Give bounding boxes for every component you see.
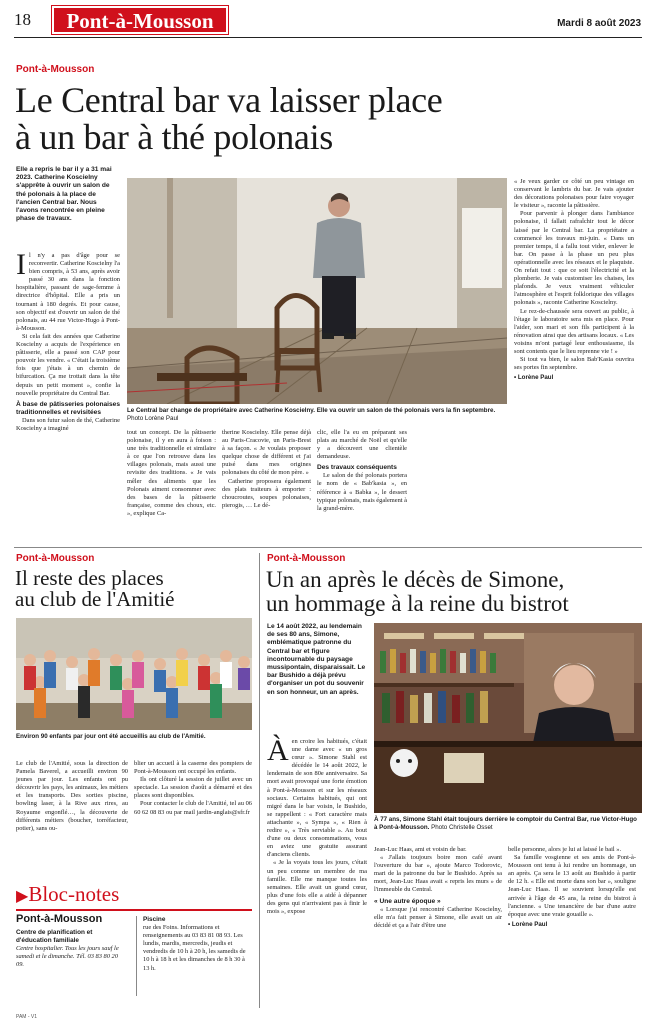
footer-code: PAM - V1	[16, 1014, 38, 1020]
bar-interior-image	[127, 178, 507, 404]
article2-photo	[16, 618, 252, 730]
article1-col1: Il n'y a pas d'âge pour se reconvertir. Catherine Koscielny l'a bien compris, à 53 ans, après avoir passé 30 ans dans la fonction hospitalière, passant de sage-femme à directrice d'hôpital. Elle a pris un tournant à 180 degrés. Et pour cause, son objectif est d'ouvrir un salon de thé polonais, au 44 rue Victor-Hugo à Pont-à-Mousson. Si cela fait des années que Catherine Koscielny a acquis de l'expérience en pâtisserie, elle a passé son CAP pour pouvoir les vendre. « C'était la troisième fois que j'étais à un chemin de bifurcation. Ça me trottait dans la tête depuis un petit moment », confie la nouvelle propriétaire du Central Bar. À base de pâtisseries polonaises traditionnelles et revisitées Dans son futur salon de thé, Catherine Koscielny a imaginé	[16, 248, 120, 432]
article1-photo	[127, 178, 507, 404]
article1-title: Le Central bar va laisser place à un bar à thé polonais	[15, 80, 443, 157]
article1-bottom-rule	[14, 547, 642, 548]
article3-col4: belle personne, alors je lui ai laissé le bail ». Sa famille vosgienne et ses amis de Pont-à-Mousson ont tenu à lui rendre un hommage, un an après. Ça sera le 13 août au Bushido à partir de 12 h. « Elle est morte dans son bar », souligne Jean-Luc Haas. Il se souvient lorsqu'elle est arrivée à l'âge de 45 ans, la reine du bistrot à l'ancienne. « Une tenancière de bar d'une autre époque avec une vraie gouaille ». • Lorène Paul	[508, 846, 636, 928]
article3-photo-caption: À 77 ans, Simone Stahl était toujours derrière le comptoir du Central Bar, rue Victor-Hugo à Pont-à-Mousson. Photo Christelle Osset	[374, 816, 637, 831]
article1-photo-caption: Le Central bar change de propriétaire avec Catherine Koscielny. Elle va ouvrir un salon de thé polonais vers la fin septembre. Photo Lorène Paul	[127, 407, 496, 422]
article3-col1: Àen croire les habitués, c'était une dame avec « un gros cœur ». Simone Stahl est décédée le 14 août 2022, le lendemain de son 80e anniversaire. Sa mort avait provoqué une forte émotion à Pont-à-Mousson et sur les réseaux sociaux. Certains habitués, qui ont migré dans le bar voisin, le Bushido, se rappellent : « Fort caractère mais attachante », « Sympa », « Rien à redire », « Très serviable ». Au bout d'une ou deux consommations, vous en aviez une gratuite assurant d'anciens clients. « Je la voyais tous les jours, c'était un peu comme un membre de ma famille. Elle me manque toutes les semaines. Elle avait un grand cœur, plus d'une fois elle a aidé à dépanner des gens qui n'arrivaient pas à finir le mois », expose	[267, 734, 367, 915]
article2-title: Il reste des places au club de l'Amitié	[15, 566, 175, 611]
article1-col4: clic, elle l'a eu en préparant ses plats au marché de Noël et qu'elle y a découvert une clientèle demandeuse. Des travaux conséquents Le salon de thé polonais portera le nom de « Bab'kasia », en référence à « Babka », le dessert typique polonais, mais également à la grand-mère.	[317, 429, 407, 512]
blocnotes-title: ▶Bloc-notes	[16, 882, 120, 906]
blocnotes-col2: Piscine rue des Foins. Informations et renseignements au 03 83 81 08 93. Les lundis, mardis, mercredis, jeudis et vendredis de 10 h à 20 h, les samedis de 10 h à 18 h et les dimanches de 8 h 30 à 13 h.	[143, 916, 246, 972]
blocnotes-divider	[136, 916, 137, 996]
article1-col3: therine Koscielny. Elle pense déjà au Paris-Cracovie, un Paris-Brest à sa façon. « Je voulais proposer quelque chose de différent et j'ai puisé dans mes origines polonaises du côté de mon père. » Catherine proposera également des plats traiteurs à emporter : choucroutes, soupes polonaises, pierogis, … Le dé-	[222, 429, 311, 509]
article1-dropcap: I	[16, 248, 26, 281]
bar-counter-image	[374, 623, 642, 813]
article3-dropcap: À	[267, 734, 289, 767]
article3-photo	[374, 623, 642, 813]
article1-subhead: À base de pâtisseries polonaises traditionnelles et revisitées	[16, 400, 120, 416]
article1-col5: « Je veux garder ce côté un peu vintage en conservant le lambris du bar. Je vais ajouter des décorations polonaises pour faire voyager le visiteur », raconte la pâtissière. Pour parvenir à plonger dans l'ambiance polonaise, il fallait rafraîchir tout le décor laissé par le Central bar. La propriétaire a commencé les travaux mi-juin. « Dans un premier temps, il a fallu tout vider, enlever le bar. On passe à la phase un peu plus opérationnelle avec les réseaux et le plaquiste. On refait tout : que ce soit l'électricité et la plomberie. Je vais customiser les chaises, les plafonds. Je veux vraiment véhiculer l'atmosphère et l'esprit folklorique des villages polonais », raconte Catherine Koscielny. Le rez-de-chaussée sera ouvert au public, à l'étage le laboratoire sera mis en place. Pour l'aider, son mari et son fils participent à la rénovation ainsi que des artisans locaux. « Les voisins m'ont partagé leur enthousiasme, ils sont contents que le lieu reprenne vie ! » Si tout va bien, le salon Bab'Kasia ouvrira ses portes fin septembre. • Lorène Paul	[514, 178, 634, 382]
article1-subhead-2: Des travaux conséquents	[317, 464, 397, 472]
article2-col1: Le club de l'Amitié, sous la direction de Pamela Baverel, a accueilli environ 90 jeunes par jour. Les enfants ont pu découvrir les pays, les animaux, les métiers et les transports. Des sorties piscine, bowling laser, à la Rive aux rires, au Royaume engonflé…, la découverte de différents métiers (boucher, torréfacteur, potier), sans ou-	[16, 760, 128, 832]
article3-kicker: Pont-à-Mousson	[267, 553, 346, 564]
article2-vertical-rule	[259, 553, 260, 1008]
article3-subhead: « Une autre époque »	[374, 897, 441, 905]
section-title: Pont-à-Mousson	[66, 9, 214, 33]
article2-col2: blier un accueil à la caserne des pompiers de Pont-à-Mousson ont occupé les enfants. Ils ont clôturé la session de juillet avec un spectacle. La session d'août a démarré et des places sont disponibles. Pour contacter le club de l'Amitié, tel au 06 60 62 08 83 ou par mail jardin-anglais@sfr.fr	[134, 760, 252, 816]
children-group-image	[16, 618, 252, 730]
article2-kicker: Pont-à-Mousson	[16, 553, 95, 564]
blocnotes-col1: Centre de planification et d'éducation familiale Centre hospitalier. Tous les jours sauf le samedi et le dimanche. Tél. 03 83 80 20 09.	[16, 929, 119, 969]
section-banner	[52, 6, 228, 34]
article3-title: Un an après le décès de Simone, un hommage à la reine du bistrot	[266, 567, 569, 616]
arrow-icon: ▶	[16, 888, 29, 905]
blocnotes-city: Pont-à-Mousson	[16, 913, 103, 925]
article3-lede: Le 14 août 2022, au lendemain de ses 80 ans, Simone, emblématique patronne du Central bar et figure incontournable du paysage mussipontain, disparaissait. Le bar Bushido a déjà prévu d'organiser un pot du souvenir en son honneur, un an après.	[267, 623, 366, 696]
article2-photo-caption: Environ 90 enfants par jour ont été accueillis au club de l'Amitié.	[16, 733, 206, 740]
article3-col3: Jean-Luc Haas, ami et voisin de bar. « J'allais toujours boire mon café avant l'ouverture du bar », ajoute Marco Todorovic, mari de la patronne du bar le Bushido. Après sa mort, Jean-Luc Haas avait « repris les murs » de l'immeuble du Central. « Une autre époque » « Lorsque j'ai rencontré Catherine Koscielny, elle m'a fait penser à Simone, elle avait un air décidé et ça a l'air d'être une	[374, 846, 502, 929]
issue-date: Mardi 8 août 2023	[557, 18, 641, 29]
article3-author: • Lorène Paul	[508, 920, 548, 928]
article1-author: • Lorène Paul	[514, 374, 554, 382]
page-number: 18	[14, 10, 31, 29]
article1-kicker: Pont-à-Mousson	[16, 64, 95, 75]
header-rule	[14, 37, 642, 38]
article1-lede: Elle a repris le bar il y a 31 mai 2023. Catherine Koscielny s'apprête à ouvrir un salon de thé polonais à la place de l'ancien Central bar. Nous l'avons rencontrée en pleine phase de travaux.	[16, 166, 112, 223]
blocnotes-rule	[16, 909, 252, 911]
article1-col2: tout un concept. De la pâtisserie polonaise, il y en aura à foison : une très traditionnelle et similaire à ce que l'on retrouve dans les villages polonais, mais aussi une revisite des traditions. « Je vais mêler des aliments que les Polonais aiment consommer avec des bases de la pâtisserie française, comme des choux, etc. », explique Ca-	[127, 429, 216, 517]
